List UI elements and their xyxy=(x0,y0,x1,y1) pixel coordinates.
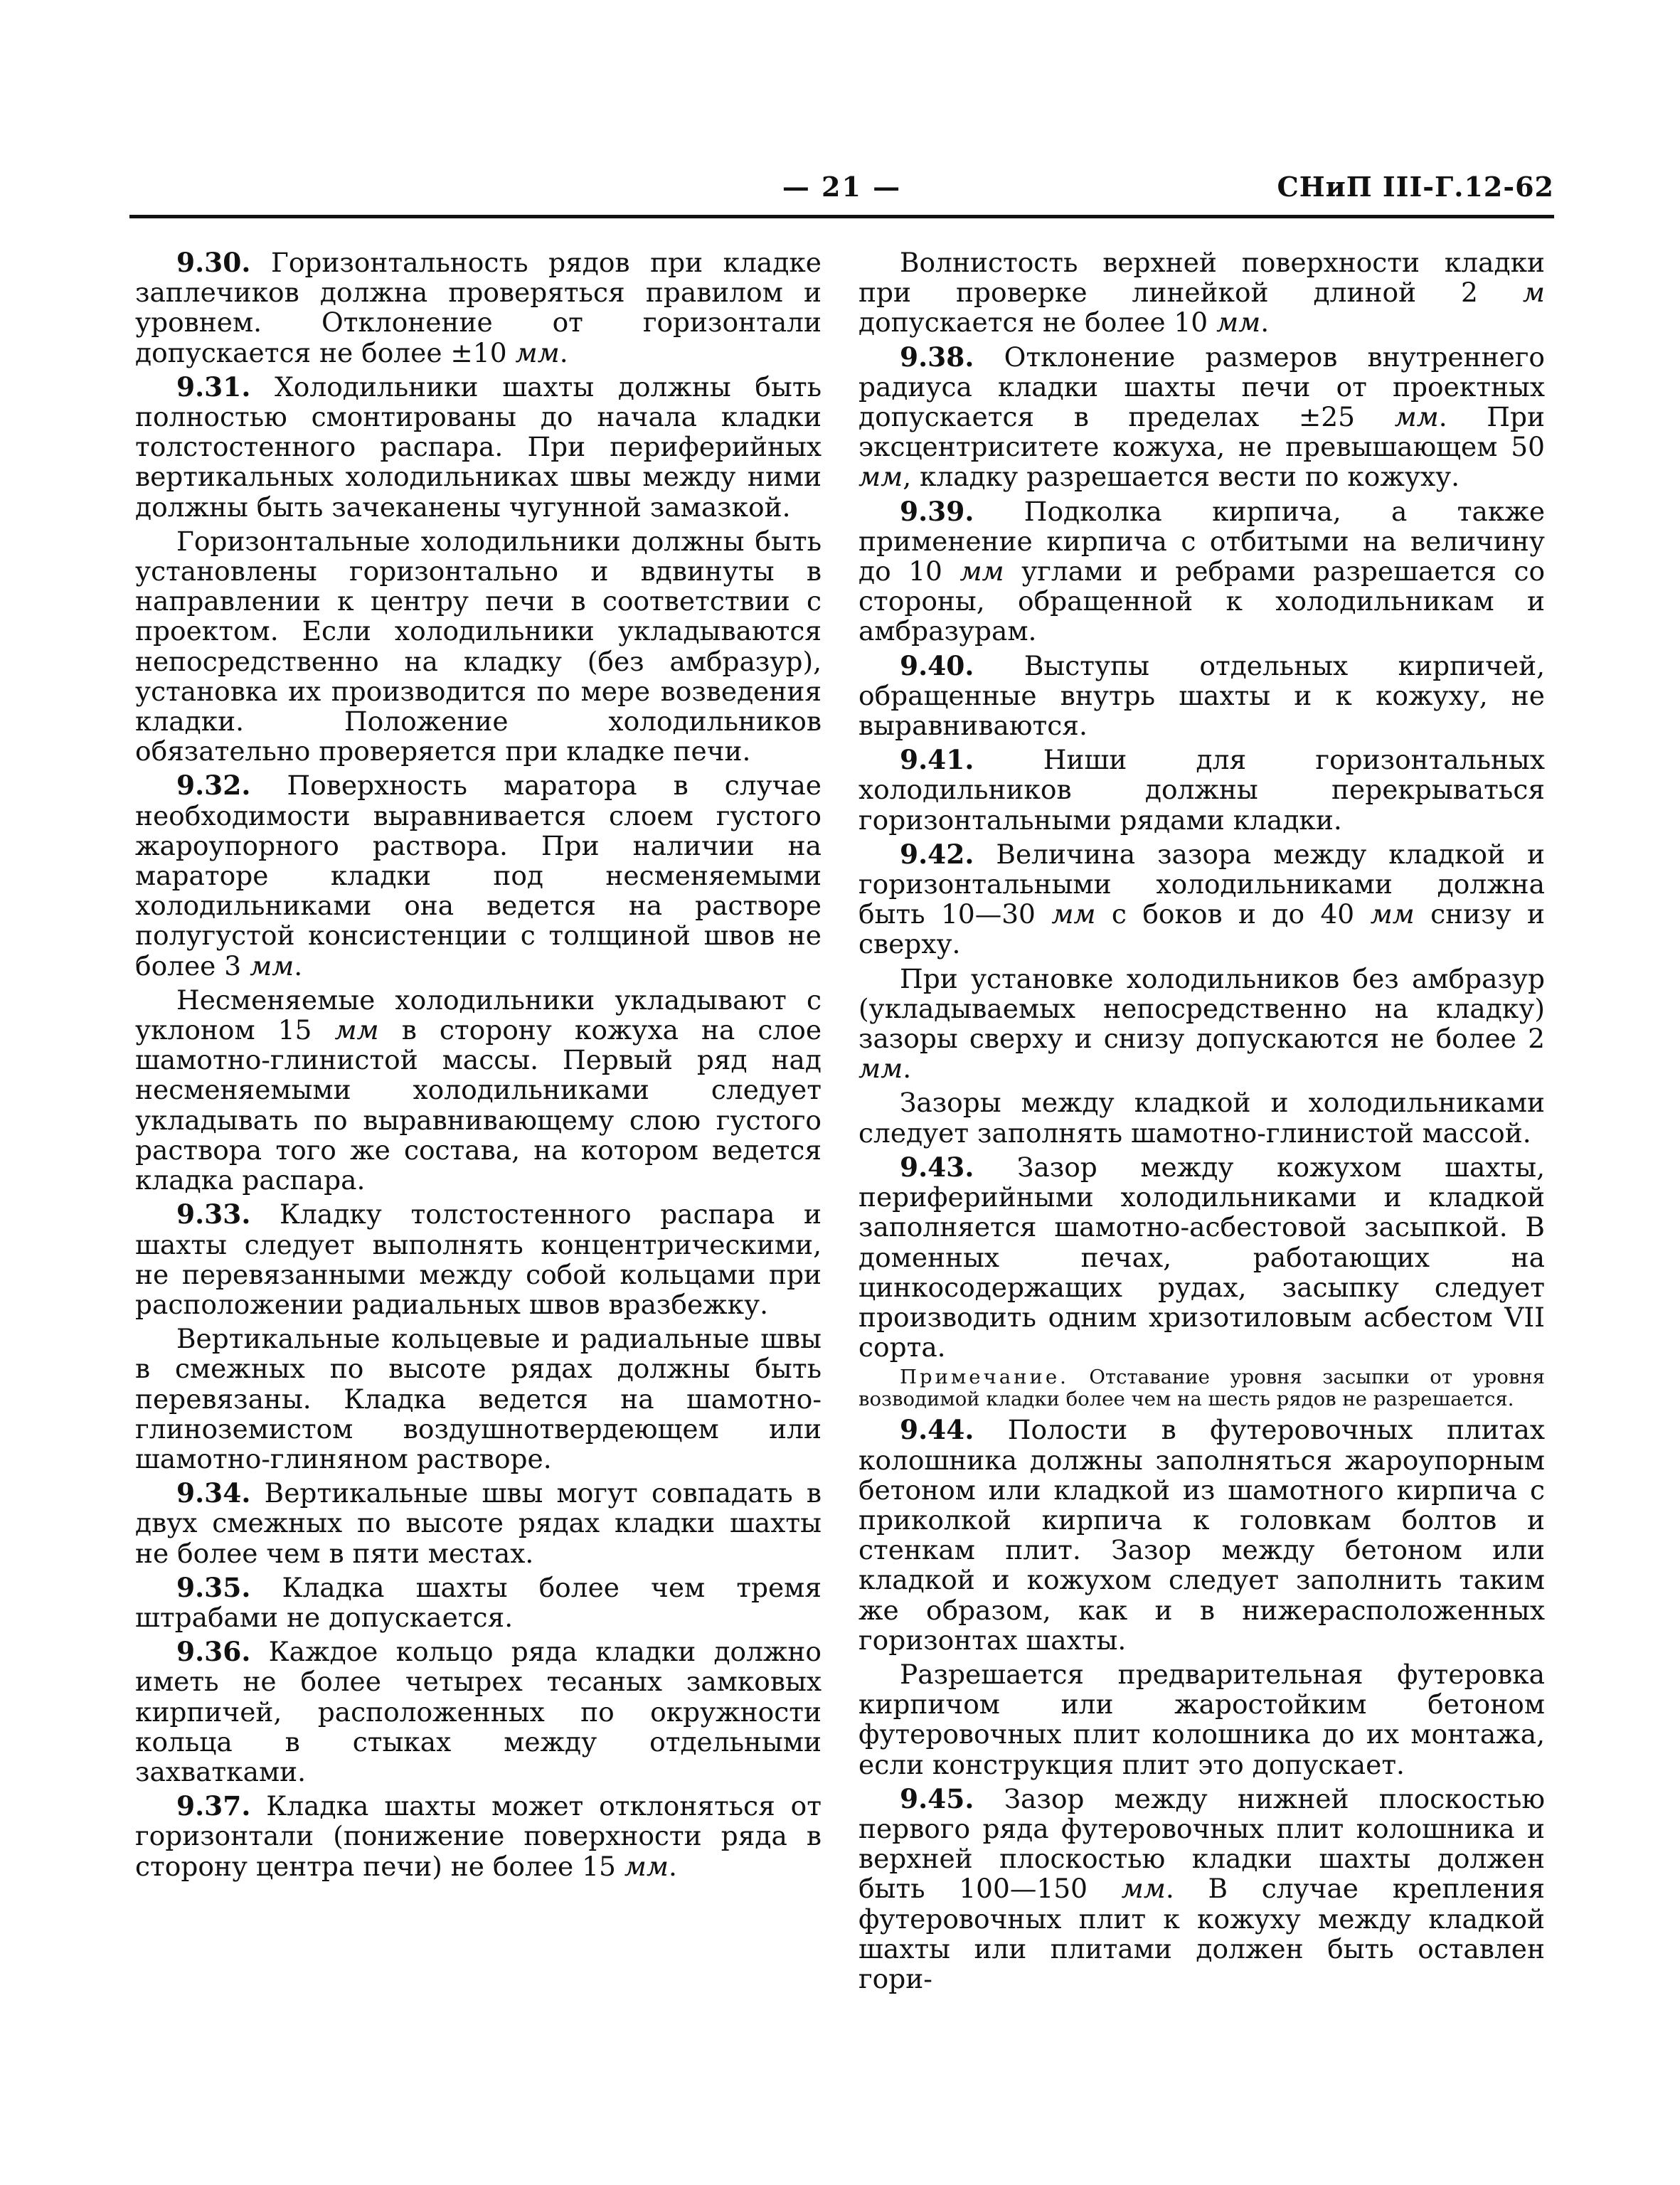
note-label: Примечание. xyxy=(900,1366,1069,1389)
paragraph-9-31-cont: Горизонтальные холодильники должны быть установлены горизонтально и вдвинуты в направлении к центру печи в соответствии с проектом. Если холодильники укладываются непосредственно на кладку (без амбразур), установка их производится по мере возведения кладки. Положение холодильников обязательно проверяется при кладке печи. xyxy=(135,525,822,767)
paragraph-9-38: 9.38. Отклонение размеров внутреннего радиуса кладки шахты печи от проектных допускается в пределах ±25 мм. При эксцентриситете кожуха, не превышающем 50 мм, кладку разрешается вести по кожуху. xyxy=(858,341,1546,493)
paragraph-9-41: 9.41. Ниши для горизонтальных холодильников должны перекрываться горизонтальными рядами кладки. xyxy=(858,744,1546,836)
page-number: — 21 — xyxy=(782,171,902,203)
paragraph-9-42: 9.42. Величина зазора между кладкой и горизонтальными холодильниками должна быть 10—30 мм с боков и до 40 мм снизу и сверху. xyxy=(858,838,1546,960)
paragraph-9-36: 9.36. Каждое кольцо ряда кладки должно иметь не более четырех тесаных замковых кирпичей, расположенных по окружности кольца в стыках между отдельными захватками. xyxy=(135,1636,822,1787)
paragraph-9-44-cont: Разрешается предварительная футеровка кирпичом или жаростойким бетоном футеровочных плит колошника до их монтажа, если конструкция плит это допускает. xyxy=(858,1658,1545,1780)
paragraph-9-35: 9.35. Кладка шахты более чем тремя штрабами не допускается. xyxy=(135,1571,822,1633)
left-column xyxy=(135,248,822,1886)
paragraph-9-37: 9.37. Кладка шахты может отклоняться от горизонтали (понижение поверхности ряда в сторону центра печи) не более 15 мм. xyxy=(135,1790,822,1882)
note-text: Отставание уровня засыпки от уровня возводимой кладки более чем на шесть рядов не разрешается. xyxy=(858,1366,1546,1411)
page-header xyxy=(129,165,1554,218)
paragraph-9-34: 9.34. Вертикальные швы могут совпадать в двух смежных по высоте рядах кладки шахты не более чем в пяти местах. xyxy=(135,1477,822,1569)
paragraph-9-42-cont-2: Зазоры между кладкой и холодильниками следует заполнять шамотно-глинистой массой. xyxy=(858,1087,1545,1149)
paragraph-9-32: 9.32. Поверхность маратора в случае необходимости выравнивается слоем густого жароупорного раствора. При наличии на мараторе кладки под несменяемыми холодильниками она ведется на растворе полугустой консистенции с толщиной швов не более 3 мм. xyxy=(135,770,822,982)
paragraph-9-31: 9.31. Холодильники шахты должны быть полностью смонтированы до начала кладки толстостенного распара. При периферийных вертикальных холодильниках швы между ними должны быть зачеканены чугунной замазкой. xyxy=(135,371,822,523)
paragraph-9-37-cont: Волнистость верхней поверхности кладки при проверке линейкой длиной 2 м допускается не более 10 мм. xyxy=(858,247,1545,339)
paragraph-9-44: 9.44. Полости в футеровочных плитах колошника должны заполняться жароупорным бетоном или кладкой из шамотного кирпича с приколкой кирпича к головкам болтов и стенкам плит. Зазор между бетоном или кладкой и кожухом следует заполнить таким же образом, как и в нижерасположенных горизонтах шахты. xyxy=(858,1414,1545,1656)
right-column xyxy=(858,248,1545,1998)
paragraph-9-33-cont: Вертикальные кольцевые и радиальные швы в смежных по высоте рядах должны быть перевязаны. Кладка ведется на шамотно-глиноземистом воздушнотвердеющем или шамотно-глиняном растворе. xyxy=(135,1323,822,1474)
paragraph-9-45: 9.45. Зазор между нижней плоскостью первого ряда футеровочных плит колошника и верхней плоскостью кладки шахты должен быть 100—150 мм. В случае крепления футеровочных плит к кожуху между кладкой шахты или плитами должен быть оставлен гори- xyxy=(858,1782,1546,1994)
paragraph-9-30: 9.30. Горизонтальность рядов при кладке заплечиков должна проверяться правилом и уровнем. Отклонение от горизонтали допускается не более ±10 мм. xyxy=(135,247,822,368)
paragraph-9-32-cont: Несменяемые холодильники укладывают с уклоном 15 мм в сторону кожуха на слое шамотно-глинистой массы. Первый ряд над несменяемыми холодильниками следует укладывать по выравнивающему слою густого раствора того же состава, на котором ведется кладка распара. xyxy=(135,984,822,1196)
paragraph-9-33: 9.33. Кладку толстостенного распара и шахты следует выполнять концентрическими, не перевязанными между собой кольцами при расположении радиальных швов вразбежку. xyxy=(135,1198,822,1320)
paragraph-9-42-cont: При установке холодильников без амбразур (укладываемых непосредственно на кладку) зазоры сверху и снизу допускаются не более 2 мм. xyxy=(858,962,1545,1085)
document-code: СНиП III-Г.12-62 xyxy=(1277,171,1554,203)
note xyxy=(858,1366,1545,1410)
paragraph-9-39: 9.39. Подколка кирпича, а также применение кирпича с отбитыми на величину до 10 мм углами и ребрами разрешается со стороны, обращенной к холодильникам и амбразурам. xyxy=(858,495,1546,647)
paragraph-9-40: 9.40. Выступы отдельных кирпичей, обращенные внутрь шахты и к кожуху, не выравниваются. xyxy=(858,649,1545,742)
paragraph-9-43: 9.43. Зазор между кожухом шахты, периферийными холодильниками и кладкой заполняется шамотно-асбестовой засыпкой. В доменных печах, работающих на цинкосодержащих рудах, засыпку следует производить одним хризотиловым асбестом VII сорта. xyxy=(858,1151,1545,1363)
